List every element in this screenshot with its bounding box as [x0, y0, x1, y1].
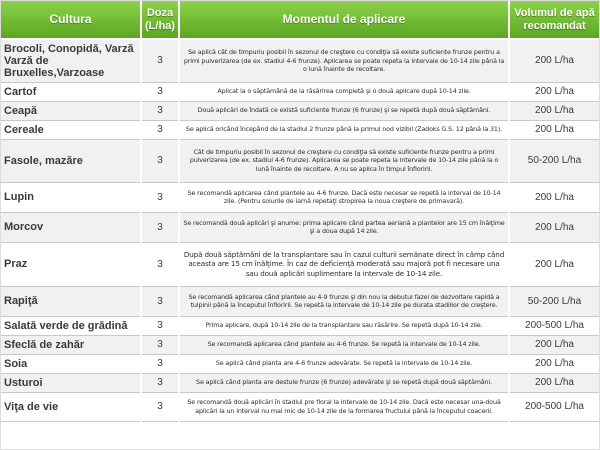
table-row [1, 212, 599, 242]
dose-value: 3 [141, 139, 179, 182]
table-row [1, 39, 599, 82]
water-volume: 200 L/ha [509, 335, 599, 354]
dose-value: 3 [141, 335, 179, 354]
header-volum-line2: recomandat [523, 19, 586, 32]
crop-name: Cereale [1, 120, 141, 139]
crop-name: Praz [1, 242, 141, 286]
water-volume: 200-500 L/ha [509, 392, 599, 421]
dose-value: 3 [141, 286, 179, 316]
header-doza-line2: (L/ha) [145, 19, 175, 32]
dose-value: 3 [141, 354, 179, 373]
header-volum-line1: Volumul de apă [514, 6, 595, 19]
application-timing: Se aplică când planta are 4-6 frunze adevărate. Se repetă la intervale de 10-14 zile. [179, 354, 509, 373]
crop-name: Rapiţă [1, 286, 141, 316]
water-volume: 200-500 L/ha [509, 316, 599, 335]
header-doza-line1: Doza [146, 6, 174, 19]
application-timing: Se aplică cât de timpuriu posibil în sezonul de creştere cu condiţia să existe suficiente frunze pentru a primi pulverizarea (de ex. stadiul 4-6 frunze). Aplicarea se poate repeta la intervale de 10-14 zile până la o lună înainte de recoltare. [179, 39, 509, 82]
table-row [1, 82, 599, 101]
header-moment: Momentul de aplicare [179, 1, 509, 39]
application-timing: Două aplicări de îndată ce există suficiente frunze (6 frunze) şi se repetă după două săptămâni. [179, 101, 509, 120]
application-table [1, 1, 599, 422]
dose-value: 3 [141, 373, 179, 392]
dose-value: 3 [141, 82, 179, 101]
crop-name: Fasole, mazăre [1, 139, 141, 182]
crop-name: Sfeclă de zahăr [1, 335, 141, 354]
crop-name: Salată verde de grădină [1, 316, 141, 335]
water-volume: 200 L/ha [509, 182, 599, 212]
water-volume: 200 L/ha [509, 242, 599, 286]
table-row [1, 101, 599, 120]
table-row [1, 392, 599, 421]
water-volume: 200 L/ha [509, 120, 599, 139]
dose-value: 3 [141, 316, 179, 335]
table-row [1, 286, 599, 316]
table-row [1, 316, 599, 335]
dose-value: 3 [141, 392, 179, 421]
header-cultura: Cultura [1, 1, 141, 39]
water-volume: 200 L/ha [509, 354, 599, 373]
crop-name: Lupin [1, 182, 141, 212]
crop-name: Cartof [1, 82, 141, 101]
water-volume: 200 L/ha [509, 373, 599, 392]
dose-value: 3 [141, 101, 179, 120]
water-volume: 200 L/ha [509, 212, 599, 242]
crop-name: Morcov [1, 212, 141, 242]
crop-name: Viţa de vie [1, 392, 141, 421]
dose-value: 3 [141, 242, 179, 286]
header-volum [509, 1, 599, 39]
application-timing: Se recomandă două aplicări şi anume: prima aplicare când partea aeriană a plantelor are 15 cm înălţime şi a doua după 14 zile. [179, 212, 509, 242]
table-row [1, 354, 599, 373]
dose-value: 3 [141, 182, 179, 212]
crop-name: Brocoli, Conopidă, Varză Varză de Bruxelles,Varzoase [1, 39, 141, 82]
table-row [1, 182, 599, 212]
table-header-row [1, 1, 599, 39]
application-timing: După două săptămâni de la transplantare sau în cazul culturii semănate direct în câmp când aceasta are 15 cm înălţime. În caz de deficienţă moderată sau majoră pot fi necesare una sau două aplicări suplimentare la intervale de 10-14 zile. [179, 242, 509, 286]
application-timing: Se recomandă aplicarea când plantele au 4-6 frunze. Dacă este necesar se repetă la interval de 10-14 zile. (Pentru soiurile de iarnă repetaţi stropirea la noua creştere de primavară). [179, 182, 509, 212]
crop-name: Ceapă [1, 101, 141, 120]
application-timing: Se recomandă aplicarea când plantele au 4-9 frunze şi din nou la debutul fazei de dezvoltare rapidă a tulpinii până la începutul înfloririi. Se repetă la intervale de 10-14 zile pe durata stadiilor de creştere. [179, 286, 509, 316]
crop-name: Soia [1, 354, 141, 373]
application-timing: Se recomandă aplicarea când plantele au 4-6 frunze. Se repetă la intervale de 10-14 zile. [179, 335, 509, 354]
water-volume: 200 L/ha [509, 82, 599, 101]
water-volume: 200 L/ha [509, 39, 599, 82]
application-timing: Se aplică oricând începând de la stadiul 2 frunze până la primul nod vizibil (Zadoks G.S. 12 până la 31). [179, 120, 509, 139]
application-timing: Cât de timpuriu posibil în sezonul de creştere cu condiţia să existe suficiente frunze pentru a primi pulverizarea (de ex. stadiul 4-6 frunze). Aplicarea se poate repeta la intervale de 10-14 zile până la o lună înainte de recoltare. A nu se aplica în timpul înfloririi. [179, 139, 509, 182]
header-doza [141, 1, 179, 39]
application-timing: Se recomandă două aplicări în stadiul pre floral la intervale de 10-14 zile. Dacă este necesar una-două aplicări la un interval nu mai mic de 10-14 zile de la formarea fructului până la începutul coacerii. [179, 392, 509, 421]
table-row [1, 120, 599, 139]
table-row [1, 335, 599, 354]
dose-value: 3 [141, 212, 179, 242]
dose-value: 3 [141, 39, 179, 82]
application-timing: Aplicat la o săptămână de la răsărirea completă şi o două aplicare după 10-14 zile. [179, 82, 509, 101]
application-timing: Prima aplicare, după 10-14 zile de la transplantare sau răsărire. Se repetă după 10-14 zile. [179, 316, 509, 335]
table-row [1, 242, 599, 286]
water-volume: 50-200 L/ha [509, 139, 599, 182]
water-volume: 200 L/ha [509, 101, 599, 120]
table-row [1, 139, 599, 182]
crop-name: Usturoi [1, 373, 141, 392]
table-row [1, 373, 599, 392]
application-timing: Se aplică când planta are destule frunze (6 frunze) adevărate şi se repetă după două săptămâni. [179, 373, 509, 392]
water-volume: 50-200 L/ha [509, 286, 599, 316]
dose-value: 3 [141, 120, 179, 139]
